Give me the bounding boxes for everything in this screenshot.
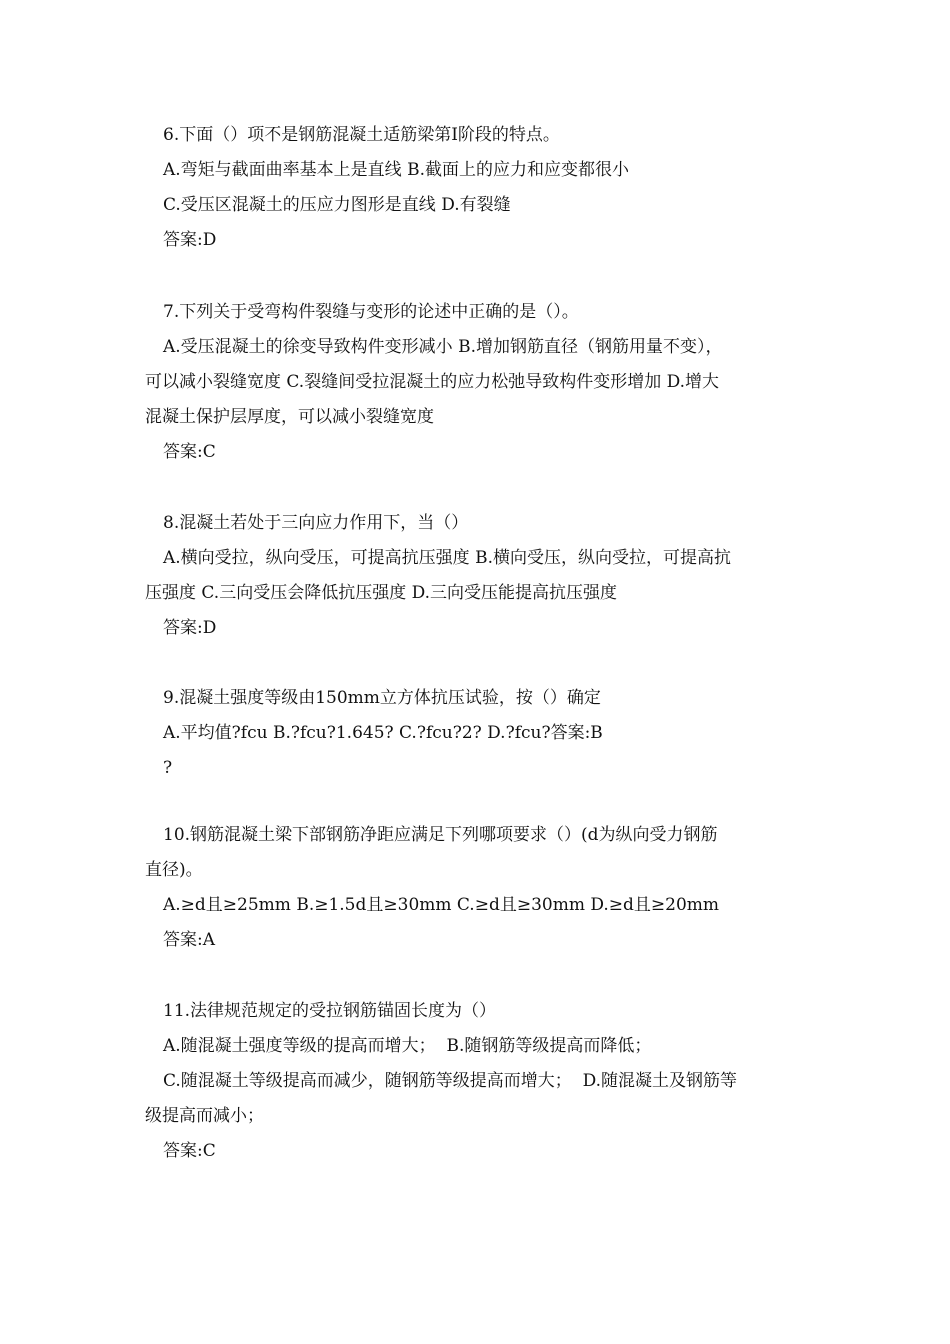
question-10 (145, 818, 810, 958)
question-answer: 答案:D (163, 618, 217, 638)
question-stem: 9.混凝土强度等级由150mm立方体抗压试验，按（）确定 (163, 688, 601, 708)
question-6 (145, 118, 810, 258)
question-stem: 10.钢筋混凝土梁下部钢筋净距应满足下列哪项要求（）(d为纵向受力钢筋 (163, 825, 718, 845)
question-option-line: 压强度 C.三向受压会降低抗压强度 D.三向受压能提高抗压强度 (145, 583, 618, 603)
question-answer: 答案:C (163, 442, 216, 462)
question-8 (145, 506, 810, 646)
question-option-line: C.受压区混凝土的压应力图形是直线 D.有裂缝 (163, 195, 511, 215)
question-option-line: A.随混凝土强度等级的提高而增大； B.随钢筋等级提高而降低； (163, 1036, 652, 1056)
question-option-line: C.随混凝土等级提高而减少，随钢筋等级提高而增大； D.随混凝土及钢筋等 (163, 1071, 738, 1091)
question-option-line: 级提高而减小； (145, 1106, 264, 1126)
question-option-line: A.弯矩与截面曲率基本上是直线 B.截面上的应力和应变都很小 (163, 160, 629, 180)
question-stem: 11.法律规范规定的受拉钢筋锚固长度为（） (163, 1001, 497, 1021)
question-option-line: A.≥d且≥25mm B.≥1.5d且≥30mm C.≥d且≥30mm D.≥d且≥20mm (163, 895, 720, 915)
question-option-line: 可以减小裂缝宽度 C.裂缝间受拉混凝土的应力松弛导致构件变形增加 D.增大 (145, 372, 720, 392)
question-option-line: 混凝土保护层厚度，可以减小裂缝宽度 (145, 407, 434, 427)
question-stem: 7.下列关于受弯构件裂缝与变形的论述中正确的是（）。 (163, 302, 579, 322)
question-stem: 6.下面（）项不是钢筋混凝土适筋梁第Ⅰ阶段的特点。 (163, 125, 560, 145)
question-stem: 8.混凝土若处于三向应力作用下，当（） (163, 513, 469, 533)
question-answer: ? (163, 758, 173, 778)
question-stem-continuation: 直径)。 (145, 860, 203, 880)
question-9 (145, 681, 810, 786)
question-7 (145, 295, 810, 470)
question-answer: 答案:C (163, 1141, 216, 1161)
question-answer: 答案:D (163, 230, 217, 250)
question-answer: 答案:A (163, 930, 216, 950)
question-option-line: A.受压混凝土的徐变导致构件变形减小 B.增加钢筋直径（钢筋用量不变）， (163, 337, 723, 357)
question-11 (145, 994, 810, 1169)
question-option-line: A.横向受拉，纵向受压，可提高抗压强度 B.横向受压，纵向受拉，可提高抗 (163, 548, 731, 568)
question-option-line: A.平均值?fcu B.?fcu?1.645? C.?fcu?2? D.?fcu?答案:B (163, 723, 603, 743)
